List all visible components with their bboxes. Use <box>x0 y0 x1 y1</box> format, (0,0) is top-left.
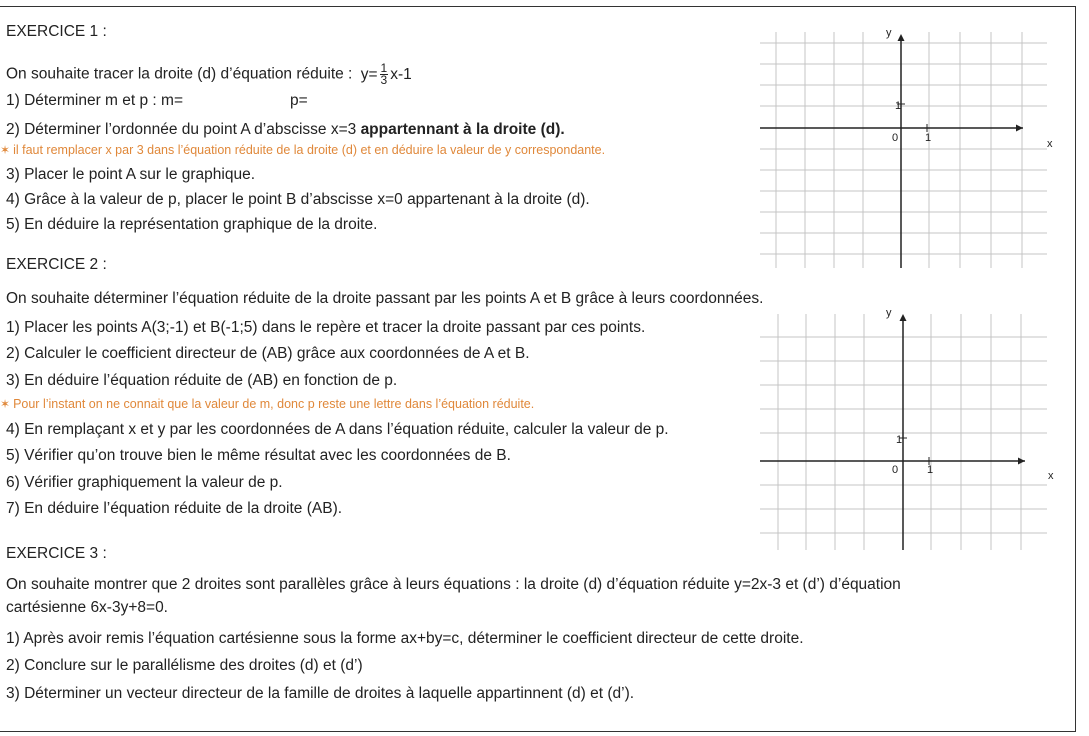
ex2-q3: 3) En déduire l’équation réduite de (AB) en fonction de p. <box>6 372 398 389</box>
ex1-intro-text: On souhaite tracer la droite (d) d’équation réduite : <box>6 65 353 83</box>
ex1-q2-bold: appartennant à la droite (d). <box>360 121 565 138</box>
ex2-note-text: Pour l’instant on ne connait que la valeur de m, donc p reste une lettre dans l’équation réduite. <box>13 397 535 411</box>
ex1-q3: 3) Placer le point A sur le graphique. <box>6 166 256 183</box>
ex1-intro <box>6 63 412 86</box>
ex1-note-text: il faut remplacer x par 3 dans l’équation réduite de la droite (d) et en déduire la valeur de y correspondante. <box>13 143 606 157</box>
graph-2 <box>755 302 1075 554</box>
graph-2-unit-x: 1 <box>927 464 934 476</box>
ex2-q5: 5) Vérifier qu’on trouve bien le même résultat avec les coordonnées de B. <box>6 447 511 464</box>
graph-2-y-arrow <box>900 314 907 321</box>
graph-2-x-label: x <box>1048 470 1054 482</box>
ex1-q4: 4) Grâce à la valeur de p, placer le point B d’abscisse x=0 appartenant à la droite (d). <box>6 191 590 208</box>
ex3-q3: 3) Déterminer un vecteur directeur de la famille de droites à laquelle appartinnent (d) et (d’). <box>6 685 635 702</box>
ex3-q1: 1) Après avoir remis l’équation cartésienne sous la forme ax+by=c, déterminer le coefficient directeur de cette droite. <box>6 630 804 647</box>
ex2-q7: 7) En déduire l’équation réduite de la droite (AB). <box>6 500 343 517</box>
ex1-q1: 1) Déterminer m et p : m= <box>6 92 184 109</box>
star-icon: ✶ <box>0 397 11 411</box>
ex3-title: EXERCICE 3 : <box>6 545 107 562</box>
ex2-q2: 2) Calculer le coefficient directeur de (AB) grâce aux coordonnées de A et B. <box>6 345 530 362</box>
ex3-q2: 2) Conclure sur le parallélisme des droites (d) et (d’) <box>6 657 363 674</box>
graph-1 <box>755 22 1075 274</box>
ex1-frac-num: 1 <box>380 61 388 75</box>
ex2-q1: 1) Placer les points A(3;-1) et B(-1;5) dans le repère et tracer la droite passant par ces points. <box>6 319 646 336</box>
star-icon: ✶ <box>0 143 11 157</box>
ex1-title: EXERCICE 1 : <box>6 23 107 40</box>
ex3-intro-line1: On souhaite montrer que 2 droites sont parallèles grâce à leurs équations : la droite (d) d’équation réduite y=2x-3 et (d’) d’équation <box>6 576 901 593</box>
graph-1-y-arrow <box>898 34 905 41</box>
graph-1-origin: 0 <box>892 132 899 144</box>
ex1-q1-p: p= <box>290 92 308 109</box>
ex1-eq-prefix: y= <box>360 65 378 83</box>
graph-1-grid <box>760 32 1047 268</box>
ex2-title: EXERCICE 2 : <box>6 256 107 273</box>
graph-1-x-label: x <box>1047 138 1053 150</box>
ex2-intro: On souhaite déterminer l’équation réduite de la droite passant par les points A et B grâce à leurs coordonnées. <box>6 290 764 307</box>
ex1-frac-den: 3 <box>380 73 388 87</box>
ex1-equation <box>360 61 412 87</box>
ex1-q2 <box>6 121 565 139</box>
ex1-q2-text: 2) Déterminer l’ordonnée du point A d’abscisse x=3 <box>6 121 357 138</box>
ex1-note <box>0 141 605 159</box>
graph-1-y-label: y <box>886 27 892 39</box>
graph-2-y-label: y <box>886 307 892 319</box>
ex1-eq-suffix: x-1 <box>390 65 412 83</box>
graph-2-unit-y: 1 <box>896 434 903 446</box>
graph-2-origin: 0 <box>892 464 899 476</box>
ex1-q5: 5) En déduire la représentation graphique de la droite. <box>6 216 378 233</box>
ex3-intro-line2: cartésienne 6x-3y+8=0. <box>6 599 168 616</box>
graph-1-unit-y: 1 <box>895 100 902 112</box>
ex2-q4: 4) En remplaçant x et y par les coordonnées de A dans l’équation réduite, calculer la valeur de p. <box>6 421 669 438</box>
ex2-q6: 6) Vérifier graphiquement la valeur de p. <box>6 474 283 491</box>
graph-1-unit-x: 1 <box>925 132 932 144</box>
ex2-note <box>0 395 534 413</box>
ex1-fraction <box>380 63 389 86</box>
